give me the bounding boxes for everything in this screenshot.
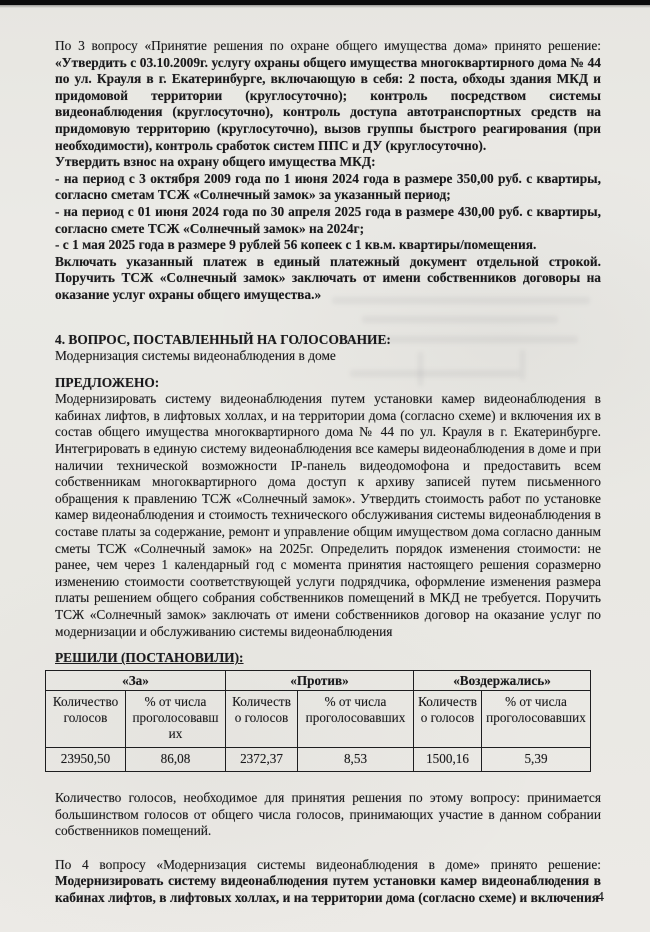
question4-decision-paragraph xyxy=(55,857,601,907)
question3-decision-paragraph xyxy=(55,38,601,154)
vozderzhalis-count: 1500,16 xyxy=(414,748,482,772)
protiv-pct: 8,53 xyxy=(298,748,414,772)
question3-fee-item: - на период с 01 июня 2024 года по 30 апреля 2025 года в размере 430,00 руб. с квартиры, согласно смете ТСЖ «Солнечный замок» на 2024г; xyxy=(55,203,601,236)
protiv-count: 2372,37 xyxy=(226,748,298,772)
question4-heading: 4. ВОПРОС, ПОСТАВЛЕННЫЙ НА ГОЛОСОВАНИЕ: xyxy=(55,331,391,347)
vote-group-protiv: «Против» xyxy=(226,670,414,691)
question4-decision-intro: По 4 вопросу «Модернизация системы видеонаблюдения в доме» принято решение: xyxy=(55,856,601,872)
vote-group-za: «За» xyxy=(46,670,226,691)
vote-values-row xyxy=(46,748,591,772)
question3-fee-item: - на период с 3 октября 2009 года по 1 июня 2024 года в размере 350,00 руб. с квартиры, согласно сметам ТСЖ «Солнечный замок» за указанный период; xyxy=(55,170,601,203)
pct-header: % от числа проголосовавших xyxy=(482,691,591,748)
quorum-note: Количество голосов, необходимое для принятия решения по этому вопросу: принимается большинством голосов от общего числа голосов, принимающих участие в данном собрании собственников помещений. xyxy=(55,789,601,839)
vote-results-table xyxy=(45,670,591,772)
question3-intro: По 3 вопросу «Принятие решения по охране общего имущества дома» принято решение: xyxy=(55,38,601,53)
question3-fee-item: - с 1 мая 2025 года в размере 9 рублей 56 копеек с 1 кв.м. квартиры/помещения. xyxy=(55,237,537,253)
count-header: Количество голосов xyxy=(46,691,126,748)
count-header: Количество голосов xyxy=(414,691,482,748)
question4-decision-text: Модернизировать систему видеонаблюдения путем установки камер видеонаблюдения в кабинах лифтов, в лифтовых холлах, и на территории дома (согласно схеме) и включения xyxy=(55,873,601,905)
pct-header: % от числа проголосовавших xyxy=(298,691,414,748)
scan-edge-shadow xyxy=(0,5,650,8)
document-content xyxy=(52,38,601,907)
vote-group-vozderzhalis: «Воздержались» xyxy=(414,670,591,691)
vote-subheader-row xyxy=(46,691,591,748)
question3-resolution: «Утвердить с 03.10.2009г. услугу охраны общего имущества многоквартирного дома № 44 по ул. Крауля в г. Екатеринбурге, включающую в себя: 2 поста, обходы здания МКД и придомовой территории (круглосуточно); контроль посредством системы видеонаблюдения (круглосуточно), контроль доступа автотранспортных средств на придомовую территорию (круглосуточно), вызов группы быстрого реагирования (при необходимости), контроль сработок систем ППС и ДУ (круглосуточно). xyxy=(55,54,601,153)
question3-closing: Включать указанный платеж в единый платежный документ отдельной строкой. Поручить ТСЖ «Солнечный замок» заключать от имени собственников договоры на оказание услуг охраны общего имущества.» xyxy=(55,253,601,302)
question4-subject: Модернизация системы видеонаблюдения в доме xyxy=(55,348,336,364)
question3-fee-heading: Утвердить взнос на охрану общего имущества МКД: xyxy=(55,154,376,170)
count-header: Количество голосов xyxy=(226,691,298,748)
za-pct: 86,08 xyxy=(126,748,226,772)
pct-header: % от числа проголосовавших xyxy=(126,691,226,748)
vozderzhalis-pct: 5,39 xyxy=(482,748,591,772)
za-count: 23950,50 xyxy=(46,748,126,772)
proposed-text: Модернизировать систему видеонаблюдения путем установки камер видеонаблюдения в кабинах лифтов, в лифтовых холлах, и на территории дома (согласно схеме) и включения их в состав общего имущества многоквартирного дома № 44 по ул. Крауля в г. Екатеринбурге. Интегрировать в единую систему видеонаблюдения все камеры видеонаблюдения в доме и при наличии технической возможности IP-панель видеодомофона и предоставить всем собственникам многоквартирного дома доступ к архиву записей путем письменного обращения к правлению ТСЖ «Солнечный замок». Утвердить стоимость работ по установке камер видеонаблюдения и стоимость технического обслуживания системы видеонаблюдения в составе платы за содержание, ремонт и управление общим имуществом дома согласно данным сметы ТСЖ «Солнечный замок» на 2025г. Определить порядок изменения стоимости: не ранее, чем через 1 календарный год с момента принятия настоящего решения соразмерно изменению стоимости соответствующей услуги подрядчика, оформление изменения размера платы решением общего собрания собственников помещений в МКД не требуется. Поручить ТСЖ «Солнечный замок» заключать от имени собственников договор на оказание услуг по модернизации и обслуживанию системы видеонаблюдения xyxy=(55,391,601,639)
page-number: 4 xyxy=(597,890,604,905)
vote-group-header-row xyxy=(46,670,591,691)
resolved-heading: РЕШИЛИ (ПОСТАНОВИЛИ): xyxy=(55,650,244,666)
proposed-heading: ПРЕДЛОЖЕНО: xyxy=(55,374,160,390)
